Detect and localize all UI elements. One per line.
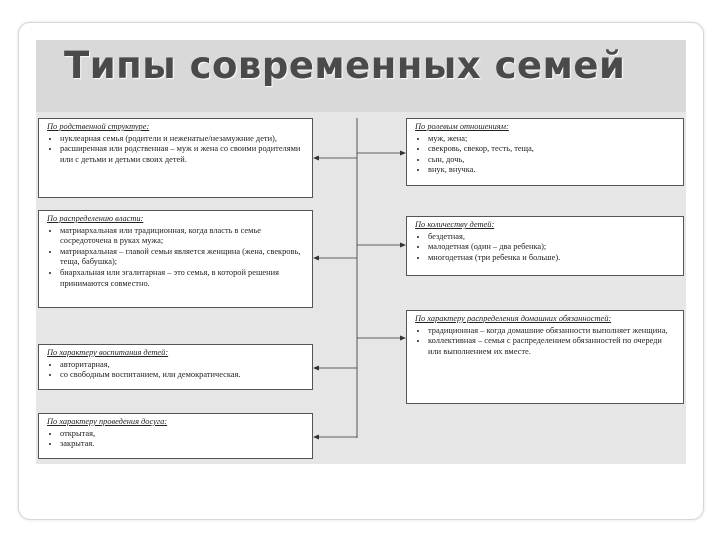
list-item: • малодетная (один – два ребенка);	[428, 242, 677, 253]
bullet-list	[415, 232, 677, 264]
box-leisure	[38, 413, 313, 459]
arrow-kinship	[313, 156, 319, 161]
list-item: • многодетная (три ребенка и больше).	[428, 253, 677, 264]
list-item: • традиционная – когда домашние обязанности выполняет женщина,	[428, 326, 677, 337]
list-item: • сын, дочь,	[428, 155, 677, 166]
box-heading: По родственной структуре:	[47, 122, 150, 131]
box-role-relations	[406, 118, 684, 186]
list-item: • свекровь, свекор, тесть, теща,	[428, 144, 677, 155]
bullet-list	[415, 134, 677, 176]
box-heading: По характеру воспитания детей:	[47, 348, 169, 357]
arrow-power	[313, 256, 319, 261]
bullet-list	[415, 326, 677, 358]
box-heading: По количеству детей:	[415, 220, 495, 229]
list-item: • бездетная,	[428, 232, 677, 243]
arrow-upbringing	[313, 366, 319, 371]
box-household-duties	[406, 310, 684, 404]
box-heading: По распределению власти:	[47, 214, 144, 223]
bullet-list	[47, 429, 306, 450]
list-item: • нуклеарная семья (родители и неженатые/незамужние дети),	[60, 134, 306, 145]
list-item: • биархальная или эгалитарная – это семья, в которой решения принимаются совместно.	[60, 268, 306, 289]
list-item: • со свободным воспитанием, или демократическая.	[60, 370, 306, 381]
list-item: • закрытая.	[60, 439, 306, 450]
list-item: • авторитарная,	[60, 360, 306, 371]
list-item: • коллективная – семья с распределением обязанностей по очереди или выполнением их вместе.	[428, 336, 677, 357]
box-number-of-children	[406, 216, 684, 276]
list-item: • открытая,	[60, 429, 306, 440]
box-heading: По характеру распределения домашних обязанностей:	[415, 314, 612, 323]
bullet-list	[47, 226, 306, 290]
list-item: • матриархальная – главой семьи является женщина (жена, свекровь, теща, бабушка);	[60, 247, 306, 268]
box-kinship-structure	[38, 118, 313, 198]
bullet-list	[47, 134, 306, 166]
list-item: • муж, жена;	[428, 134, 677, 145]
list-item: • расширенная или родственная – муж и жена со своими родителями или с детьми и детьми своих детей.	[60, 144, 306, 165]
box-child-upbringing	[38, 344, 313, 390]
box-power-distribution	[38, 210, 313, 308]
box-heading: По характеру проведения досуга:	[47, 417, 168, 426]
bullet-list	[47, 360, 306, 381]
arrow-leisure	[313, 435, 319, 440]
box-heading: По ролевым отношениям:	[415, 122, 509, 131]
slide-title: Типы современных семей	[64, 44, 626, 87]
list-item: • внук, внучка.	[428, 165, 677, 176]
list-item: • матриархальная или традиционная, когда власть в семье сосредоточена в руках мужа;	[60, 226, 306, 247]
